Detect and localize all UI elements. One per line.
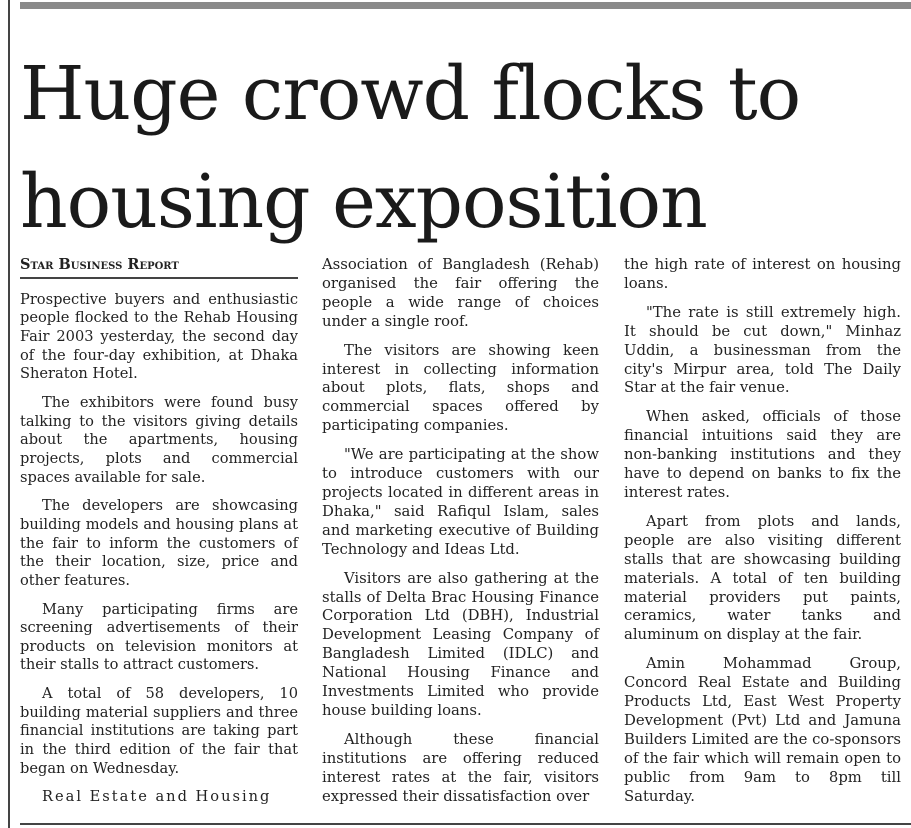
paragraph: Visitors are also gathering at the stalls of Delta Brac Housing Finance Corporation Ltd (DBH), Industrial Development Leasing Company of Bangladesh Limited (IDLC) and National Housing Finance and Investments Limited who provide house building loans. [322, 569, 599, 719]
byline: Star Business Report [20, 256, 298, 279]
paragraph: The developers are showcasing building models and housing plans at the fair to inform the customers of the their location, size, price and other features. [20, 497, 298, 589]
paragraph: "We are participating at the show to introduce customers with our projects located in different areas in Dhaka," said Rafiqul Islam, sales and marketing executive of Building Technology and Ideas Ltd. [322, 446, 599, 558]
paragraph: The exhibitors were found busy talking to the visitors giving details about the apartments, housing projects, plots and commercial spaces available for sale. [20, 393, 298, 486]
paragraph: Amin Mohammad Group, Concord Real Estate and Building Products Ltd, East West Property Development (Pvt) Ltd and Jamuna Builders Limited are the co-sponsors of the fair which will remain open to public from 9am to 8pm till Saturday. [624, 655, 901, 805]
paragraph: Apart from plots and lands, people are also visiting different stalls that are showcasing building materials. A total of ten building material providers put paints, ceramics, water tanks and aluminum on display at the fair. [624, 512, 901, 644]
paragraph: Many participating firms are screening advertisements of their products on television monitors at their stalls to attract customers. [20, 600, 298, 674]
paragraph: Real Estate and Housing [42, 788, 272, 806]
paragraph: Prospective buyers and enthusiastic people flocked to the Rehab Housing Fair 2003 yesterday, the second day of the four-day exhibition, at Dhaka Sheraton Hotel. [20, 290, 298, 383]
paragraph: the high rate of interest on housing loans. [624, 256, 901, 292]
paragraph: A total of 58 developers, 10 building material suppliers and three financial institutions are taking part in the third edition of the fair that began on Wednesday. [20, 685, 298, 777]
left-column-rule [8, 0, 10, 828]
headline: Huge crowd flocks to housing exposition [20, 51, 801, 245]
bottom-rule [20, 823, 911, 825]
paragraph: When asked, officials of those financial intuitions said they are non-banking institutions and they have to depend on banks to fix the interest rates. [624, 408, 901, 501]
paragraph: "The rate is still extremely high. It should be cut down," Minhaz Uddin, a businessman from the city's Mirpur area, told The Daily Star at the fair venue. [624, 303, 901, 397]
paragraph: Although these financial institutions are offering reduced interest rates at the fair, visitors expressed their dissatisfaction over [322, 730, 599, 805]
paragraph: The visitors are showing keen interest in collecting information about plots, flats, shops and commercial spaces offered by participating companies. [322, 341, 599, 435]
top-rule [20, 2, 911, 9]
article-column-2 [322, 256, 599, 816]
paragraph: Association of Bangladesh (Rehab) organised the fair offering the people a wide range of choices under a single roof. [322, 256, 599, 330]
article-column-1 [20, 256, 298, 817]
article-column-3 [624, 256, 901, 816]
